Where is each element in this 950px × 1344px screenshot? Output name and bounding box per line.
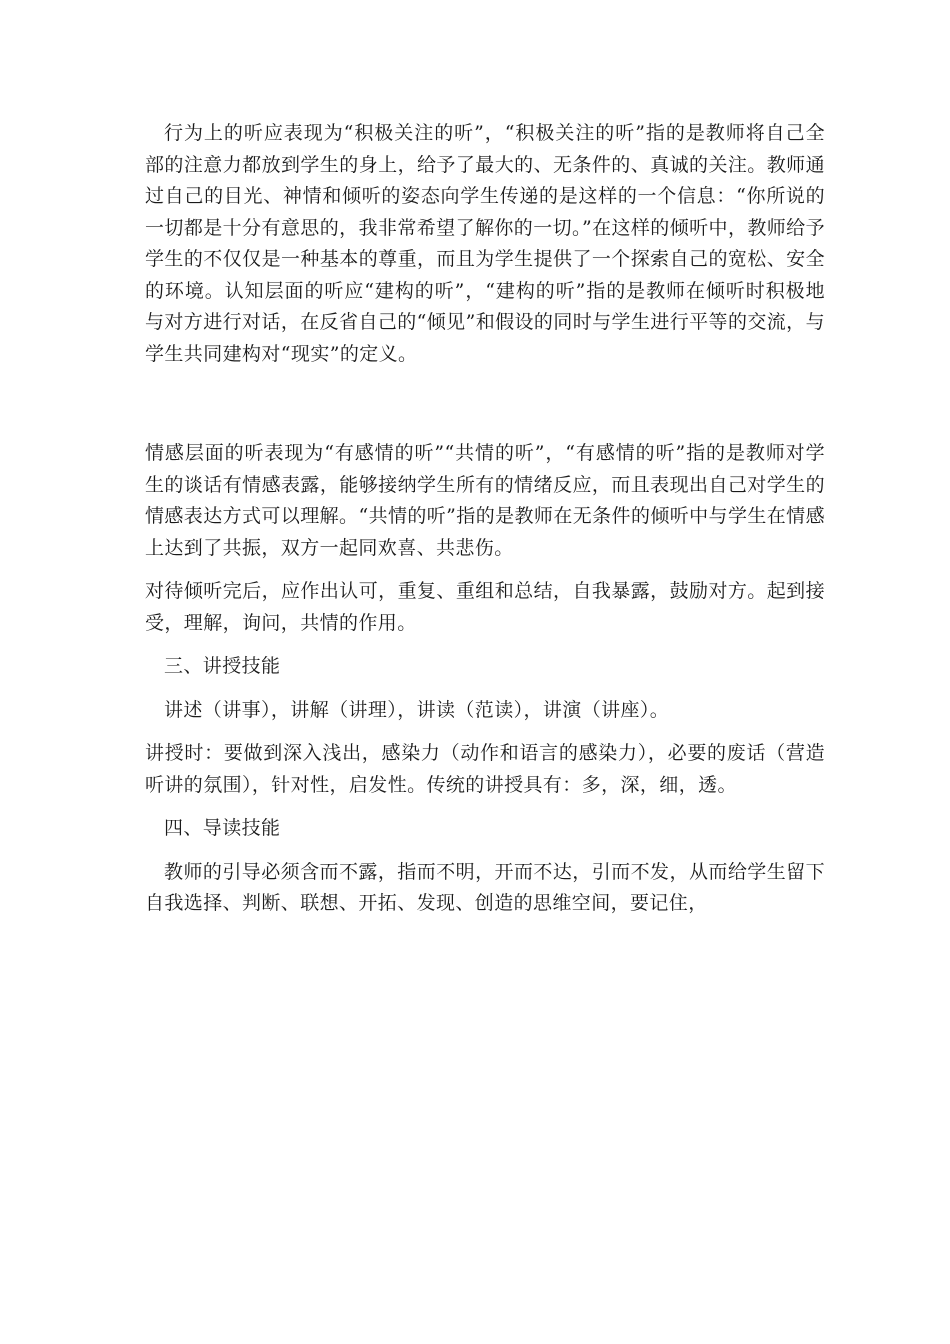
paragraph-after-listening: 对待倾听完后，应作出认可，重复、重组和总结，自我暴露，鼓励对方。起到接受，理解，询问，共情的作用。 xyxy=(145,580,825,634)
paragraph-lecture-requirements: 讲授时：要做到深入浅出，感染力（动作和语言的感染力），必要的废话（营造听讲的氛围），针对性，启发性。传统的讲授具有：多，深，细，透。 xyxy=(145,742,825,796)
section-heading-reading-guidance: 四、导读技能 xyxy=(164,817,281,839)
document-page xyxy=(145,118,825,920)
section-heading-lecture-skills: 三、讲授技能 xyxy=(164,655,281,677)
paragraph-lecture-types: 讲述（讲事），讲解（讲理），讲读（范读），讲演（讲座）。 xyxy=(164,698,670,721)
paragraph-reading-guidance: 教师的引导必须含而不露，指而不明，开而不达，引而不发，从而给学生留下自我选择、判断、联想、开拓、发现、创造的思维空间，要记住， xyxy=(145,860,825,914)
paragraph-behavioral-listening: 行为上的听应表现为“积极关注的听”，“积极关注的听”指的是教师将自己全部的注意力都放到学生的身上，给予了最大的、无条件的、真诚的关注。教师通过自己的目光、神情和倾听的姿态向学生传递的是这样的一个信息：“你所说的一切都是十分有意思的，我非常希望了解你的一切。”在这样的倾听中，教师给予学生的不仅仅是一种基本的尊重，而且为学生提供了一个探索自己的宽松、安全的环境。认知层面的听应“建构的听”，“建构的听”指的是教师在倾听时积极地与对方进行对话，在反省自己的“倾见”和假设的同时与学生进行平等的交流，与学生共同建构对“现实”的定义。 xyxy=(145,122,825,365)
paragraph-emotional-listening: 情感层面的听表现为“有感情的听”“共情的听”，“有感情的听”指的是教师对学生的谈话有情感表露，能够接纳学生所有的情绪反应，而且表现出自己对学生的情感表达方式可以理解。“共情的听”指的是教师在无条件的倾听中与学生在情感上达到了共振，双方一起同欢喜、共悲伤。 xyxy=(145,442,825,559)
